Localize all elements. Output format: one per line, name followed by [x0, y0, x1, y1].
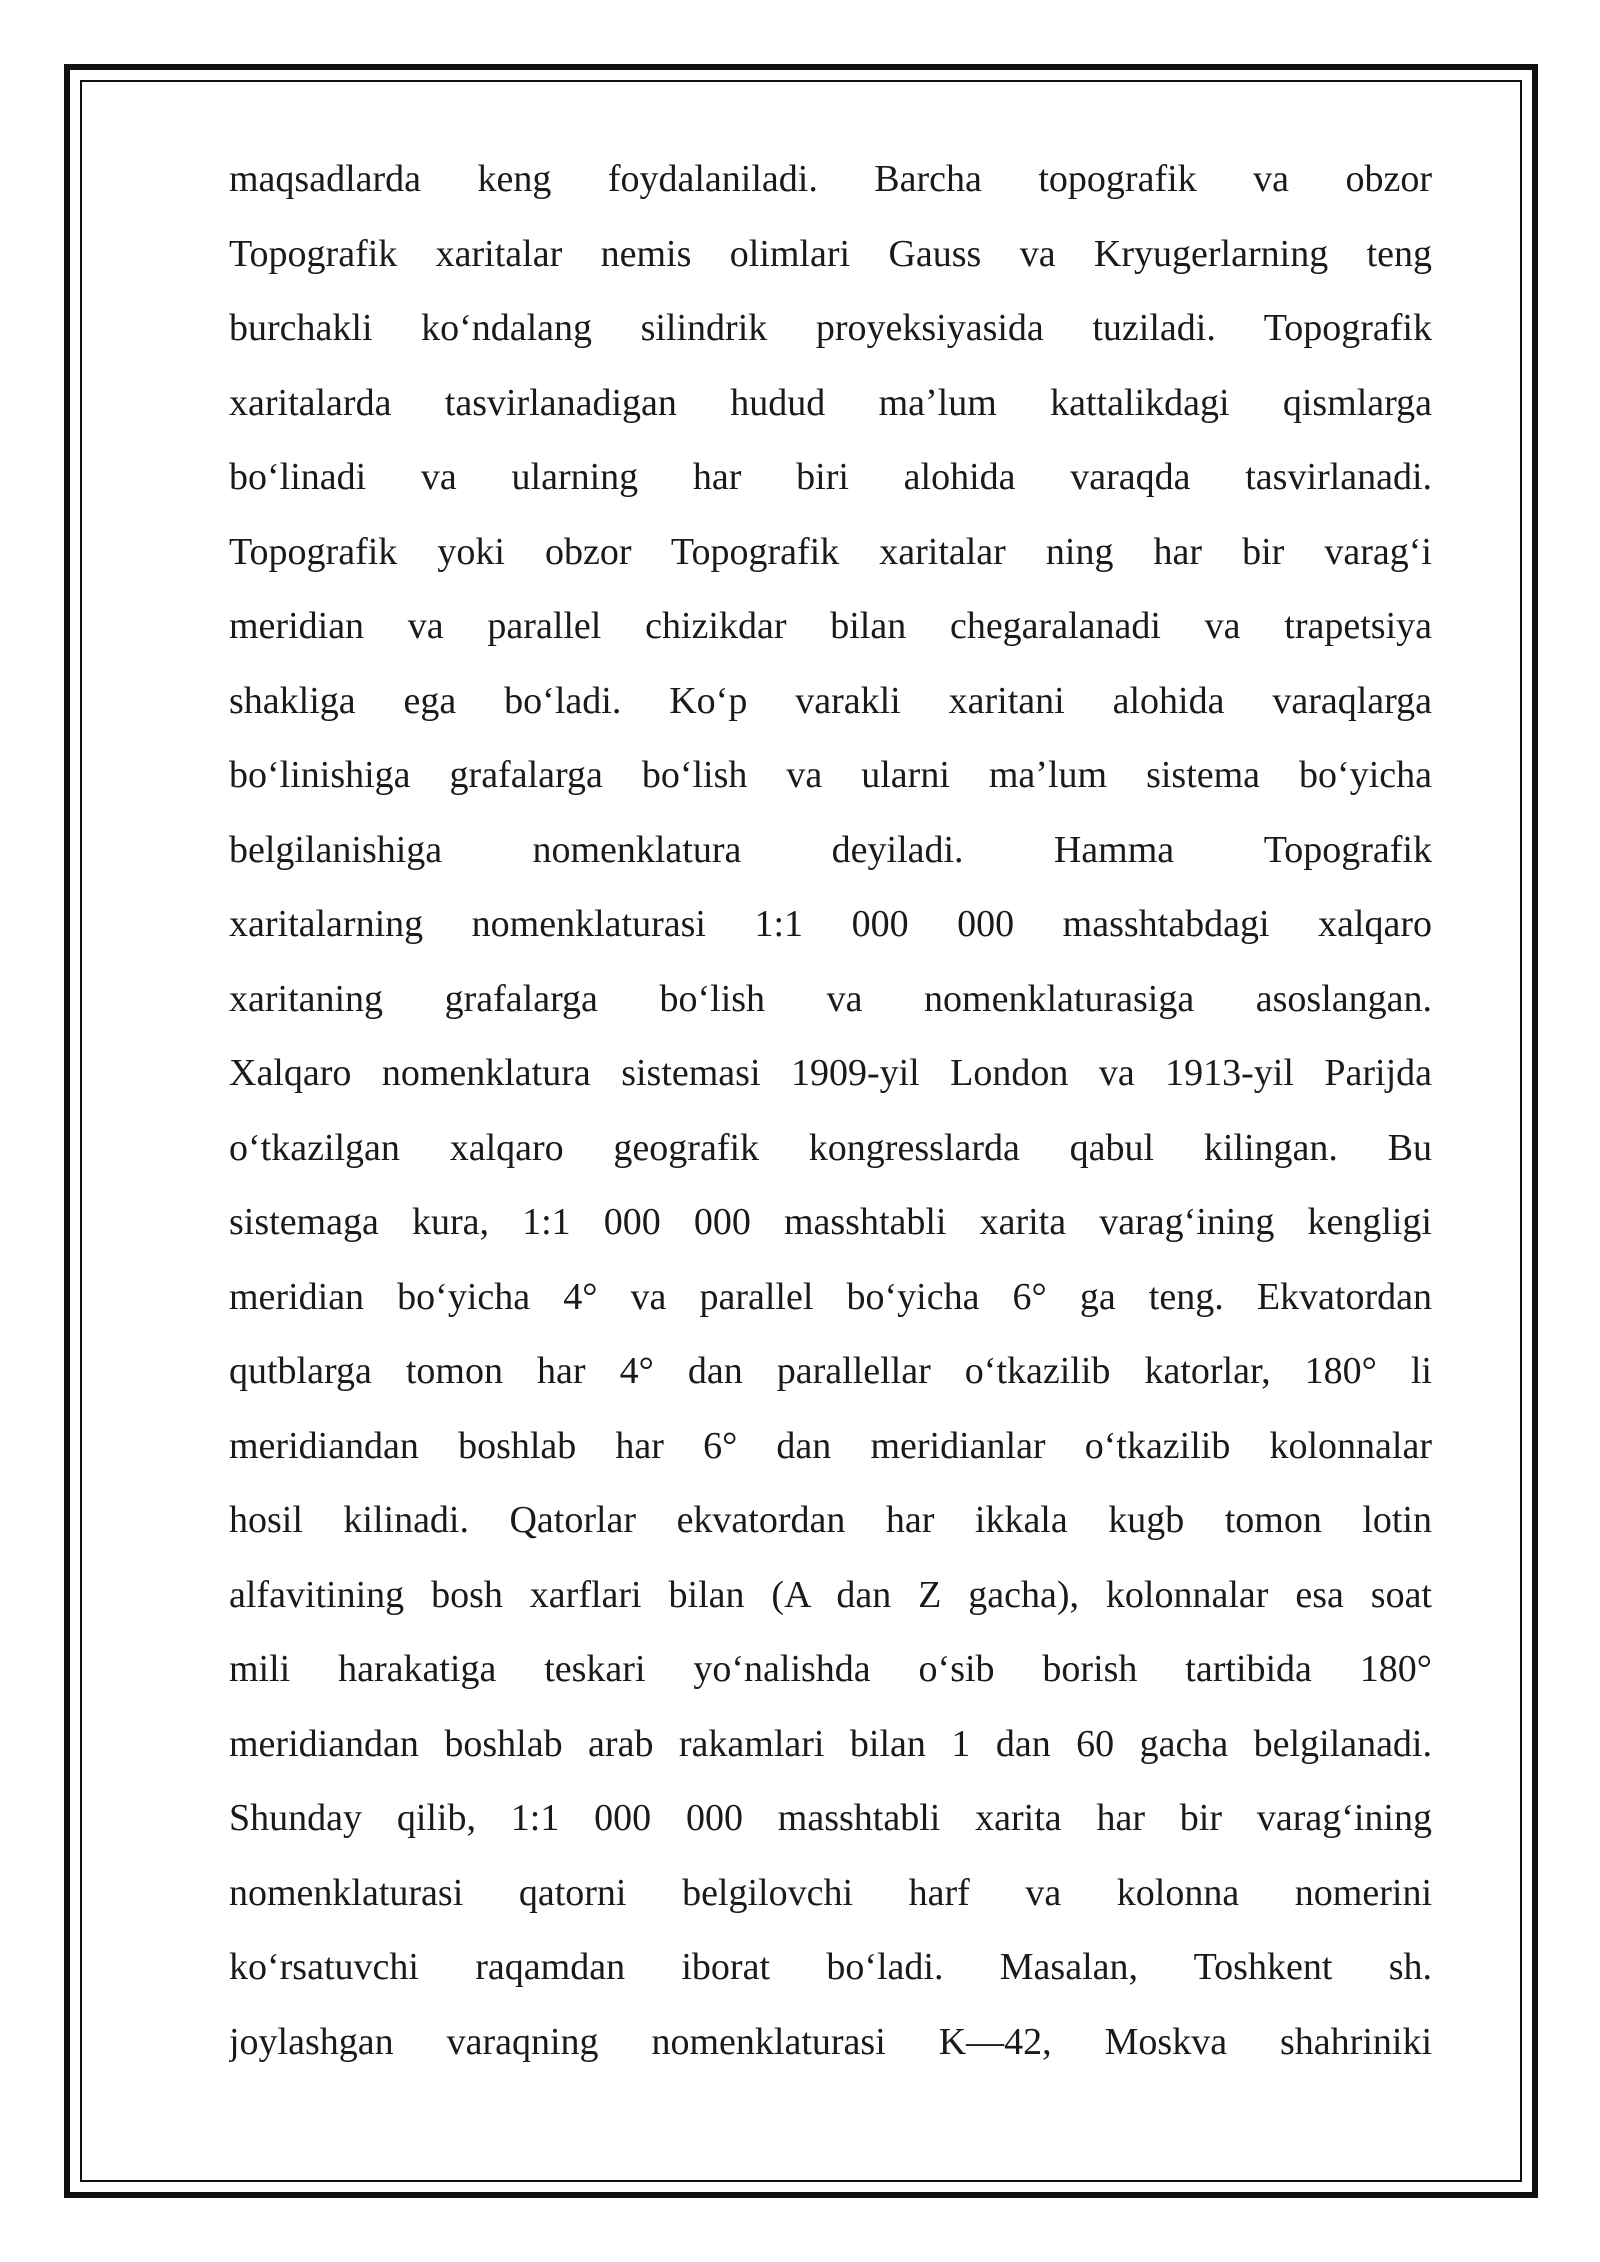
- document-body: [229, 142, 1432, 2079]
- text-line-3: burchakli koʻndalang silindrik proyeksiyasida tuziladi. Topografik: [229, 307, 1432, 349]
- text-line-23: Shunday qilib, 1:1 000 000 masshtabli xarita har bir varagʻining: [229, 1797, 1432, 1839]
- text-line-18: meridiandan boshlab har 6° dan meridianlar oʻtkazilib kolonnalar: [229, 1424, 1432, 1467]
- text-line-24: nomenklaturasi qatorni belgilovchi harf va kolonna nomerini: [229, 1871, 1432, 1914]
- text-line-13: Xalqaro nomenklatura sistemasi 1909-yil London va 1913-yil Parijda: [229, 1052, 1432, 1094]
- text-line-8: shakliga ega boʻladi. Koʻp varakli xaritani alohida varaqlarga: [229, 679, 1432, 722]
- text-line-2: Topografik xaritalar nemis olimlari Gauss va Kryugerlarning teng: [229, 232, 1432, 275]
- text-line-21: mili harakatiga teskari yoʻnalishda oʻsib borish tartibida 180°: [229, 1648, 1432, 1690]
- text-line-4: xaritalarda tasvirlanadigan hudud maʼlum kattalikdagi qismlarga: [229, 381, 1432, 424]
- text-line-14: oʻtkazilgan xalqaro geografik kongresslarda qabul kilingan. Bu: [229, 1126, 1432, 1169]
- text-line-6: Topografik yoki obzor Topografik xaritalar ning har bir varagʻi: [229, 530, 1432, 573]
- text-line-16: meridian boʻyicha 4° va parallel boʻyicha 6° ga teng. Ekvatordan: [229, 1275, 1432, 1318]
- text-line-7: meridian va parallel chizikdar bilan chegaralanadi va trapetsiya: [229, 605, 1432, 647]
- text-line-15: sistemaga kura, 1:1 000 000 masshtabli xarita varagʻining kengligi: [229, 1201, 1432, 1243]
- text-line-11: xaritalarning nomenklaturasi 1:1 000 000 masshtabdagi xalqaro: [229, 903, 1432, 945]
- text-line-19: hosil kilinadi. Qatorlar ekvatordan har ikkala kugb tomon lotin: [229, 1499, 1432, 1541]
- text-line-26: joylashgan varaqning nomenklaturasi K—42, Moskva shahriniki: [229, 2020, 1432, 2063]
- text-line-1: maqsadlarda keng foydalaniladi. Barcha topografik va obzor: [229, 158, 1432, 200]
- text-line-17: qutblarga tomon har 4° dan parallellar oʻtkazilib katorlar, 180° li: [229, 1350, 1432, 1392]
- text-line-25: koʻrsatuvchi raqamdan iborat boʻladi. Masalan, Toshkent sh.: [229, 1946, 1432, 1988]
- text-line-10: belgilanishiga nomenklatura deyiladi. Hamma Topografik: [229, 828, 1432, 871]
- text-line-22: meridiandan boshlab arab rakamlari bilan 1 dan 60 gacha belgilanadi.: [229, 1722, 1432, 1765]
- text-line-20: alfavitining bosh xarflari bilan (A dan Z gacha), kolonnalar esa soat: [229, 1573, 1432, 1616]
- text-line-5: boʻlinadi va ularning har biri alohida varaqda tasvirlanadi.: [229, 456, 1432, 498]
- text-line-9: boʻlinishiga grafalarga boʻlish va ularni maʼlum sistema boʻyicha: [229, 754, 1432, 796]
- text-line-12: xaritaning grafalarga boʻlish va nomenklaturasiga asoslangan.: [229, 977, 1432, 1020]
